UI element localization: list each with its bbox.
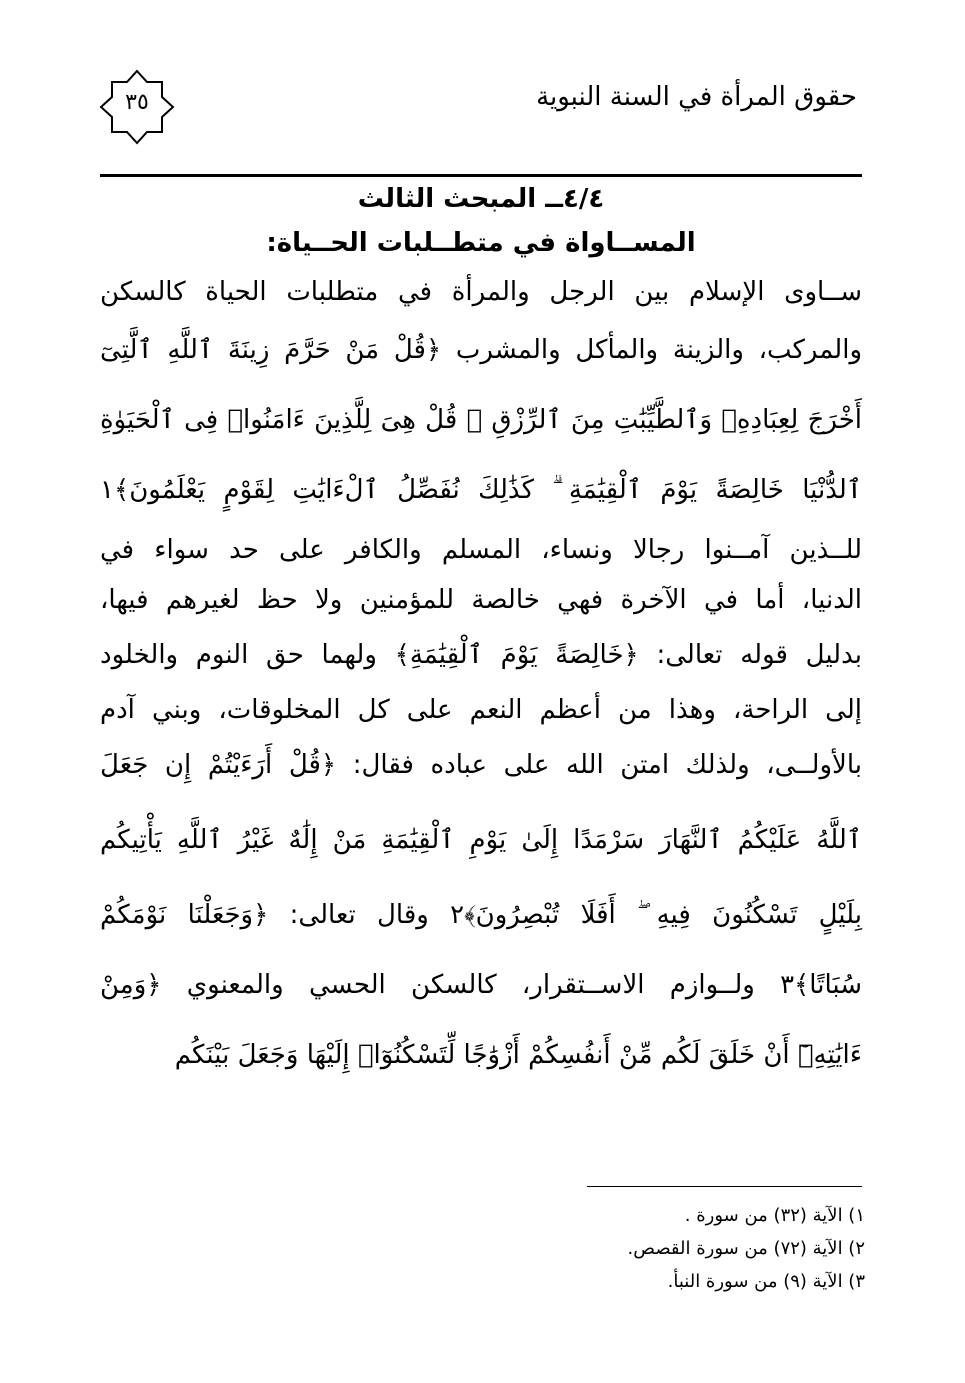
page-number: ٣٥	[125, 90, 149, 115]
footnote: ١) الآية (٣٢) من سورة .	[684, 1205, 865, 1226]
footnote-divider	[587, 1186, 862, 1187]
body-line: بدليل قوله تعالى: ﴿خَالِصَةً يَوْمَ ٱلْقِيَٰمَةِ﴾ ولهما حق النوم والخلود	[100, 640, 862, 670]
page-number-badge	[98, 68, 176, 146]
section-heading: ٤/٤ــ المبحث الثالث	[357, 184, 605, 214]
body-line: ســاوى الإسلام بين الرجل والمرأة في متطلبات الحياة كالسكن	[100, 277, 862, 307]
body-line: ٱللَّهُ عَلَيْكُمُ ٱلنَّهَارَ سَرْمَدًا إِلَىٰ يَوْمِ ٱلْقِيَٰمَةِ مَنْ إِلَٰهٌ غَيْرُ ٱللَّهِ يَأْتِيكُم	[100, 825, 862, 855]
running-header-title: حقوق المرأة في السنة النبوية	[536, 82, 857, 112]
body-line: ٱلدُّنْيَا خَالِصَةً يَوْمَ ٱلْقِيَٰمَةِ ۗ كَذَٰلِكَ نُفَصِّلُ ٱلْءَايَٰتِ لِقَوْمٍ يَعْلَمُونَ﴾١	[100, 475, 862, 505]
body-line: أَخْرَجَ لِعِبَادِهِۦ وَٱلطَّيِّبَٰتِ مِنَ ٱلرِّزْقِ ۚ قُلْ هِىَ لِلَّذِينَ ءَامَنُوا۟ فِى ٱلْحَيَوٰةِ	[100, 405, 862, 435]
footnote: ٢) الآية (٧٢) من سورة القصص.	[627, 1238, 865, 1259]
footnote: ٣) الآية (٩) من سورة النبأ.	[667, 1271, 865, 1292]
body-line: الدنيا، أما في الآخرة فهي خالصة للمؤمنين ولا حظ لغيرهم فيها،	[100, 585, 862, 615]
header-divider	[100, 174, 862, 177]
body-line: بِلَيْلٍ تَسْكُنُونَ فِيهِ ۖ أَفَلَا تُبْصِرُونَ﴾٢ وقال تعالى: ﴿وَجَعَلْنَا نَوْمَكُمْ	[100, 900, 862, 930]
body-line: والمركب، والزينة والمأكل والمشرب ﴿قُلْ مَنْ حَرَّمَ زِينَةَ ٱللَّهِ ٱلَّتِىٓ	[100, 335, 862, 365]
body-line: ءَايَٰتِهِۦٓ أَنْ خَلَقَ لَكُم مِّنْ أَنفُسِكُمْ أَزْوَٰجًا لِّتَسْكُنُوٓا۟ إِلَيْهَا وَجَعَلَ بَيْنَكُم	[174, 1040, 862, 1070]
body-line: إلى الراحة، وهذا من أعظم النعم على كل المخلوقات، وبني آدم	[100, 695, 862, 725]
section-subheading: المســاواة في متطــلبات الحــياة:	[266, 228, 696, 258]
body-line: للــذين آمــنوا رجالا ونساء، المسلم والكافر على حد سواء في	[100, 535, 862, 565]
body-line: سُبَاتًا﴾٣ ولــوازم الاســتقرار، كالسكن الحسي والمعنوي ﴿وَمِنْ	[100, 970, 862, 1000]
body-line: بالأولــى، ولذلك امتن الله على عباده فقال: ﴿قُلْ أَرَءَيْتُمْ إِن جَعَلَ	[100, 750, 862, 780]
